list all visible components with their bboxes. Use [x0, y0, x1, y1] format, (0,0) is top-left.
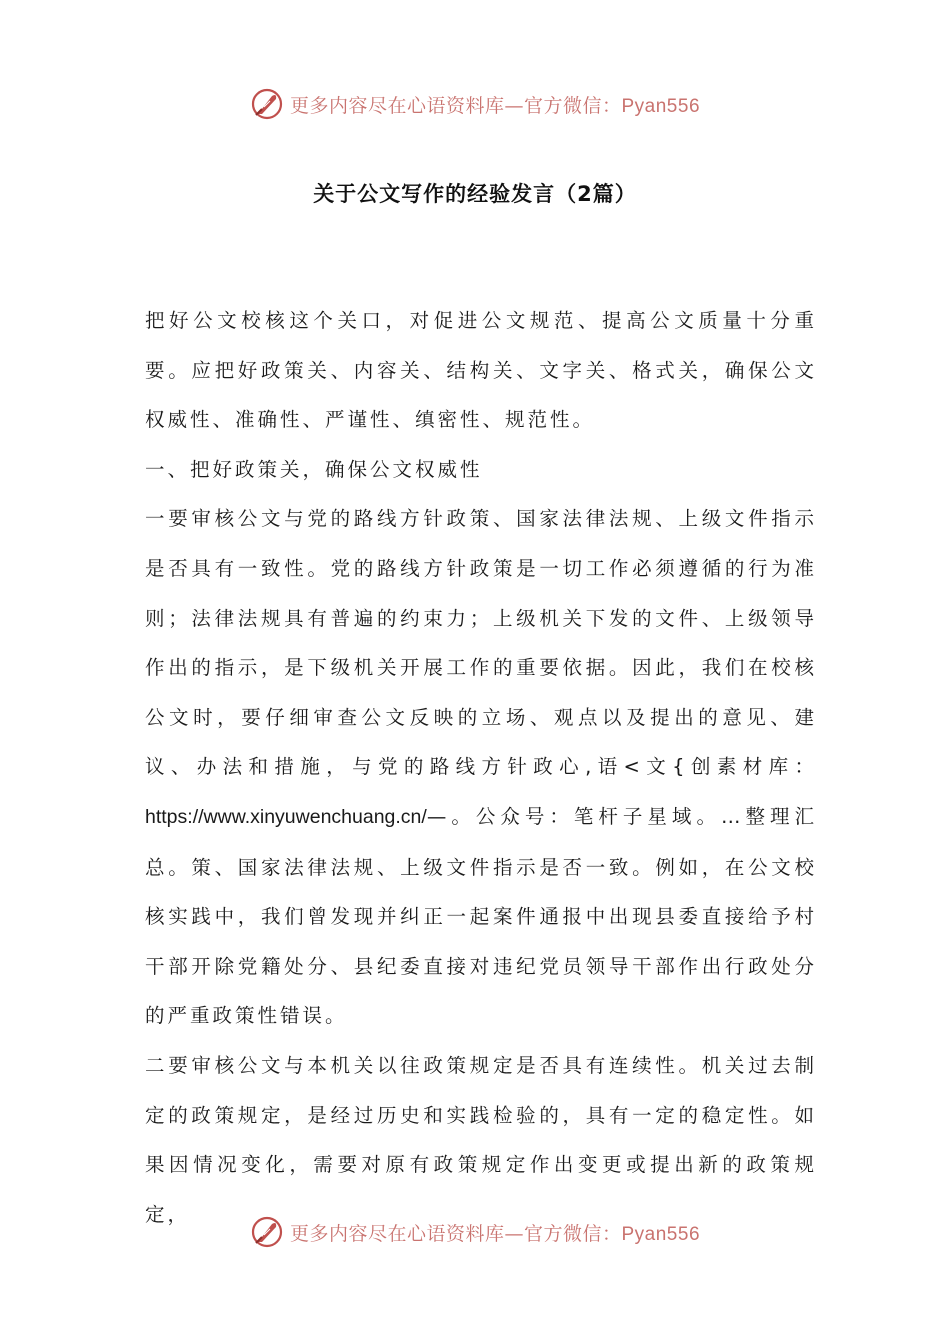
source-url-part1: https:// — [145, 805, 204, 828]
watermark-text — [290, 1219, 700, 1246]
watermark-dash: — — [504, 94, 524, 117]
paragraph-point-2: 二要审核公文与本机关以往政策规定是否具有连续性。机关过去制定的政策规定，是经过历史和实践检验的，具有一定的稳定性。如果因情况变化，需要对原有政策规定作出变更或提出新的政策规定， — [145, 1053, 817, 1226]
quill-logo-icon — [250, 87, 284, 121]
watermark-contact: 官方微信： — [523, 1222, 622, 1245]
watermark-dash: — — [504, 1222, 524, 1245]
paragraph-point-1-tail: —。公众号：笔杆子星域。…整理汇总。策、 — [145, 804, 817, 879]
paragraph-intro: 把好公文校核这个关口，对促进公文规范、提高公文质量十分重要。应把好政策关、内容关、结构关、文字关、格式关，确保公文权威性、准确性、严谨性、缜密性、规范性。 — [145, 309, 817, 432]
watermark-wechat-id: Pyan556 — [621, 1223, 701, 1245]
footer-watermark — [0, 1212, 950, 1252]
watermark-contact: 官方微信： — [523, 94, 622, 117]
section-heading-1: 一、把好政策关，确保公文权威性 — [145, 457, 483, 481]
source-url-part2: www.xinyuwenchuang.cn/ — [203, 805, 427, 828]
paragraph-point-1-cont: 国家法律法规、上级文件指示是否一致。例如，在公文校核实践中，我们曾发现并纠正一起案件通报中出现县委直接给予村干部开除党籍处分、县纪委直接对违纪党员领导干部作出行政处分的严重政策性错误。 — [145, 855, 817, 1028]
watermark-label: 更多内容尽在心语资料库 — [289, 1222, 505, 1245]
watermark-wechat-id: Pyan556 — [621, 95, 701, 117]
watermark-label: 更多内容尽在心语资料库 — [289, 94, 505, 117]
quill-logo-icon — [250, 1215, 284, 1249]
paragraph-point-1-text: 一要审核公文与党的路线方针政策、国家法律法规、上级文件指示是否具有一致性。党的路线方针政策是一切工作必须遵循的行为准则；法律法规具有普遍的约束力；上级机关下发的文件、上级领导作出的指示，是下级机关开展工作的重要依据。因此，我们在校核公文时，要仔细审查公文反映的立场、观点以及提出的意见、建议、办法和措施，与党的路线方针政心,语<文{创素材库： — [145, 507, 817, 779]
header-watermark — [0, 84, 950, 124]
paragraph-point-1 — [145, 494, 817, 1041]
document-title: 关于公文写作的经验发言（2篇） — [313, 182, 637, 206]
document-body — [145, 296, 817, 1239]
watermark-text — [290, 91, 700, 118]
